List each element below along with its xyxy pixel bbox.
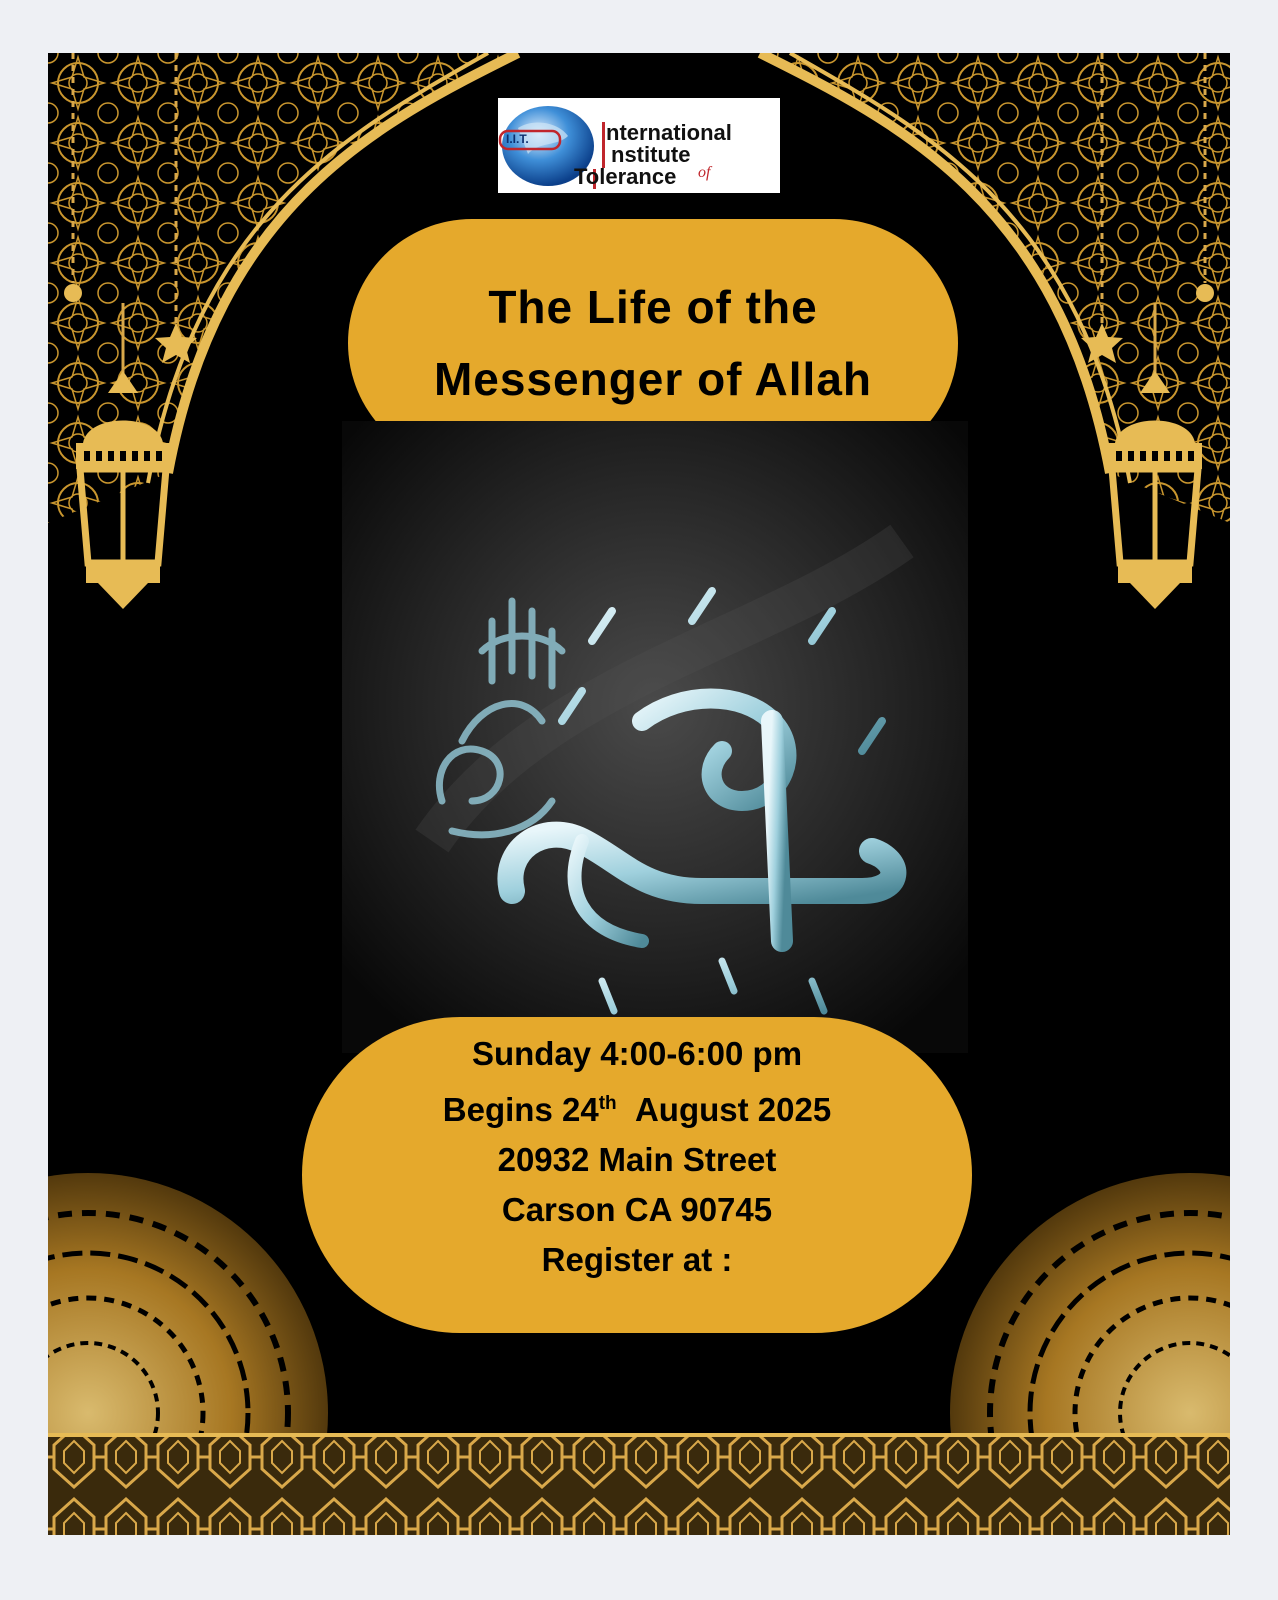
event-poster <box>48 53 1230 1535</box>
city-address: Carson CA 90745 <box>501 1191 773 1228</box>
logo-red-bar <box>602 122 605 168</box>
logo-of: of <box>698 164 711 181</box>
start-date-ordinal: th <box>598 1093 617 1114</box>
event-details <box>302 1017 972 1333</box>
start-date-text <box>443 1079 831 1135</box>
start-date-prefix: Begins 24 <box>442 1091 599 1128</box>
schedule-text: Sunday 4:00-6:00 pm <box>471 1035 803 1072</box>
iit-logo <box>498 98 780 193</box>
register-text: Register at : <box>541 1241 733 1278</box>
title-line-1: The Life of the <box>488 281 818 333</box>
logo-globe-text: I.I.T. <box>506 132 529 146</box>
logo-line-3: Tolerance <box>574 164 677 189</box>
calligraphy-artwork <box>342 421 968 1053</box>
logo-line-2: nstitute <box>611 142 691 167</box>
title-line-2: Messenger of Allah <box>433 353 873 405</box>
start-date-rest: August 2025 <box>634 1091 832 1128</box>
logo-line-1: nternational <box>606 120 732 145</box>
street-address: 20932 Main Street <box>497 1141 777 1178</box>
